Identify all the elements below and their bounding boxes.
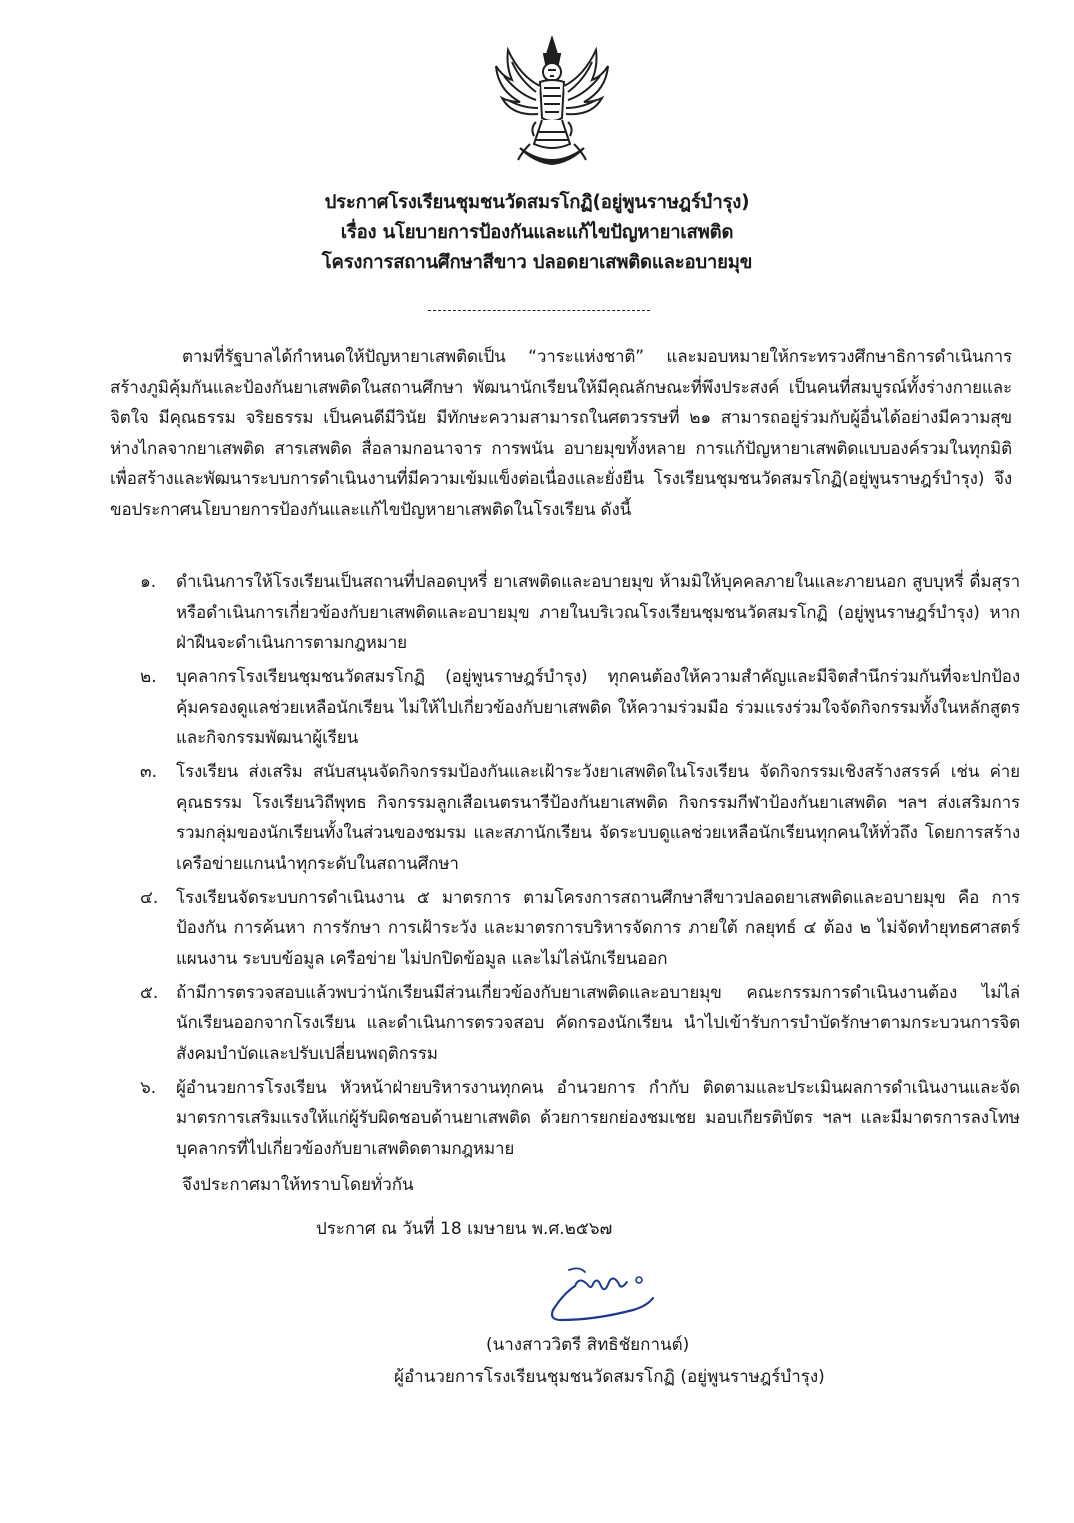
- item-number: ๔.: [140, 887, 159, 908]
- announcement-subject: เรื่อง นโยบายการป้องกันและแก้ไขปัญหายาเสพติด: [340, 222, 734, 243]
- handwritten-signature: [535, 1258, 670, 1328]
- item-number: ๓.: [140, 762, 158, 782]
- header-divider: [428, 310, 650, 311]
- item-text: ถ้ามีการตรวจสอบแล้วพบว่านักเรียนมีส่วนเกี่ยวข้องกับยาเสพติดและอบายมุข คณะกรรมการดำเนินงานต้อง ไม่ไล่นักเรียนออกจากโรงเรียน และดำเนินการตรวจสอบ คัดกรองนักเรียน นำไปเข้ารับการบำบัดรักษาตามกระบวนการจิตสังคมบำบัดและปรับเปลี่ยนพฤติกรรม: [176, 982, 1020, 1064]
- item-number: ๕.: [140, 982, 159, 1003]
- item-number: ๖.: [140, 1077, 157, 1098]
- item-text: โรงเรียน ส่งเสริม สนับสนุนจัดกิจกรรมป้องกันและเฝ้าระวังยาเสพติดในโรงเรียน จัดกิจกรรมเชิงสร้างสรรค์ เช่น ค่ายคุณธรรม โรงเรียนวิถีพุทธ กิจกรรมลูกเสือเนตรนารีป้องกันยาเสพติด กิจกรรมกีฬาป้องกันยาเสพติด ฯลฯ ส่งเสริมการรวมกลุ่มของนักเรียนทั้งในส่วนของชมรม และสภานักเรียน จัดระบบดูแลช่วยเหลือนักเรียนทุกคนให้ทั่วถึง โดยการสร้างเครือข่ายแกนนำทุกระดับในสถานศึกษา: [176, 762, 1020, 874]
- item-text: ผู้อำนวยการโรงเรียน หัวหน้าฝ่ายบริหารงานทุกคน อำนวยการ กำกับ ติดตามและประเมินผลการดำเนินงานและจัดมาตรการเสริมแรงให้แก่ผู้รับผิดชอบด้านยาเสพติด ด้วยการยกย่องชมเชย มอบเกียรติบัตร ฯลฯ และมีมาตรการลงโทษบุคลากรที่ไปเกี่ยวข้องกับยาเสพติดตามกฎหมาย: [176, 1077, 1020, 1159]
- policy-list: [140, 567, 1020, 1168]
- announcement-date: ประกาศ ณ วันที่ 18 เมษายน พ.ศ.๒๕๖๗: [316, 1219, 613, 1239]
- announcement-title: ประกาศโรงเรียนชุมชนวัดสมรโกฏิ(อยู่พูนราษฎร์บำรุง): [324, 192, 750, 213]
- item-number: ๑.: [140, 572, 157, 592]
- closing-statement: จึงประกาศมาให้ทราบโดยทั่วกัน: [182, 1175, 414, 1195]
- intro-paragraph: ตามที่รัฐบาลได้กำหนดให้ปัญหายาเสพติดเป็น “วาระแห่งชาติ” และมอบหมายให้กระทรวงศึกษาธิการดำเนินการสร้างภูมิคุ้มกันและป้องกันยาเสพติดในสถานศึกษา พัฒนานักเรียนให้มีคุณลักษณะที่พึงประสงค์ เป็นคนที่สมบูรณ์ทั้งร่างกายและจิตใจ มีคุณธรรม จริยธรรม เป็นคนดีมีวินัย มีทักษะความสามารถในศตวรรษที่ ๒๑ สามารถอยู่ร่วมกับผู้อื่นได้อย่างมีความสุข ห่างไกลจากยาเสพติด สารเสพติด สื่อลามกอนาจาร การพนัน อบายมุขทั้งหลาย การแก้ปัญหายาเสพติดแบบองค์รวมในทุกมิติ เพื่อสร้างและพัฒนาระบบการดำเนินงานที่มีความเข้มแข็งต่อเนื่องและยั่งยืน โรงเรียนชุมชนวัดสมรโกฏิ(อยู่พูนราษฎร์บำรุง) จึงขอประกาศนโยบายการป้องกันและแก้ไขปัญหายาเสพติดในโรงเรียน ดังนี้: [110, 347, 1012, 520]
- item-number: ๒.: [140, 667, 157, 687]
- list-item: [140, 978, 1020, 1070]
- item-text: ดำเนินการให้โรงเรียนเป็นสถานที่ปลอดบุหรี่ ยาเสพติดและอบายมุข ห้ามมิให้บุคคลภายในและภายนอก สูบบุหรี่ ดื่มสุรา หรือดำเนินการเกี่ยวข้องกับยาเสพติดและอบายมุข ภายในบริเวณโรงเรียนชุมชนวัดสมรโกฏิ (อยู่พูนราษฎร์บำรุง) หากฝ่าฝืนจะดำเนินการตามกฎหมาย: [176, 572, 1020, 653]
- list-item: [140, 662, 1020, 754]
- item-text: บุคลากรโรงเรียนชุมชนวัดสมรโกฏิ (อยู่พูนราษฎร์บำรุง) ทุกคนต้องให้ความสำคัญและมีจิตสำนึกร่วมกันที่จะปกป้องคุ้มครองดูแลช่วยเหลือนักเรียน ไม่ให้ไปเกี่ยวข้องกับยาเสพติด ให้ความร่วมมือ ร่วมแรงร่วมใจจัดกิจกรรมทั้งในหลักสูตรและกิจกรรมพัฒนาผู้เรียน: [176, 667, 1020, 748]
- announcement-header: [0, 188, 1074, 278]
- list-item: [140, 883, 1020, 975]
- list-item: [140, 757, 1020, 879]
- item-text: โรงเรียนจัดระบบการดำเนินงาน ๕ มาตรการ ตามโครงการสถานศึกษาสีขาวปลอดยาเสพติดและอบายมุข คือ การป้องกัน การค้นหา การรักษา การเฝ้าระวัง และมาตรการบริหารจัดการ ภายใต้ กลยุทธ์ ๔ ต้อง ๒ ไม่จัดทำยุทธศาสตร์ แผนงาน ระบบข้อมูล เครือข่าย ไม่ปกปิดข้อมูล และไม่ไล่นักเรียนออก: [176, 887, 1020, 969]
- signer-name: (นางสาววิตรี สิทธิชัยกานต์): [486, 1335, 690, 1355]
- garuda-emblem-icon: [490, 36, 614, 168]
- signer-position: ผู้อำนวยการโรงเรียนชุมชนวัดสมรโกฏิ (อยู่พูนราษฎร์บำรุง): [394, 1367, 825, 1387]
- announcement-project: โครงการสถานศึกษาสีขาว ปลอดยาเสพติดและอบายมุข: [321, 252, 753, 273]
- list-item: [140, 1073, 1020, 1165]
- list-item: [140, 567, 1020, 659]
